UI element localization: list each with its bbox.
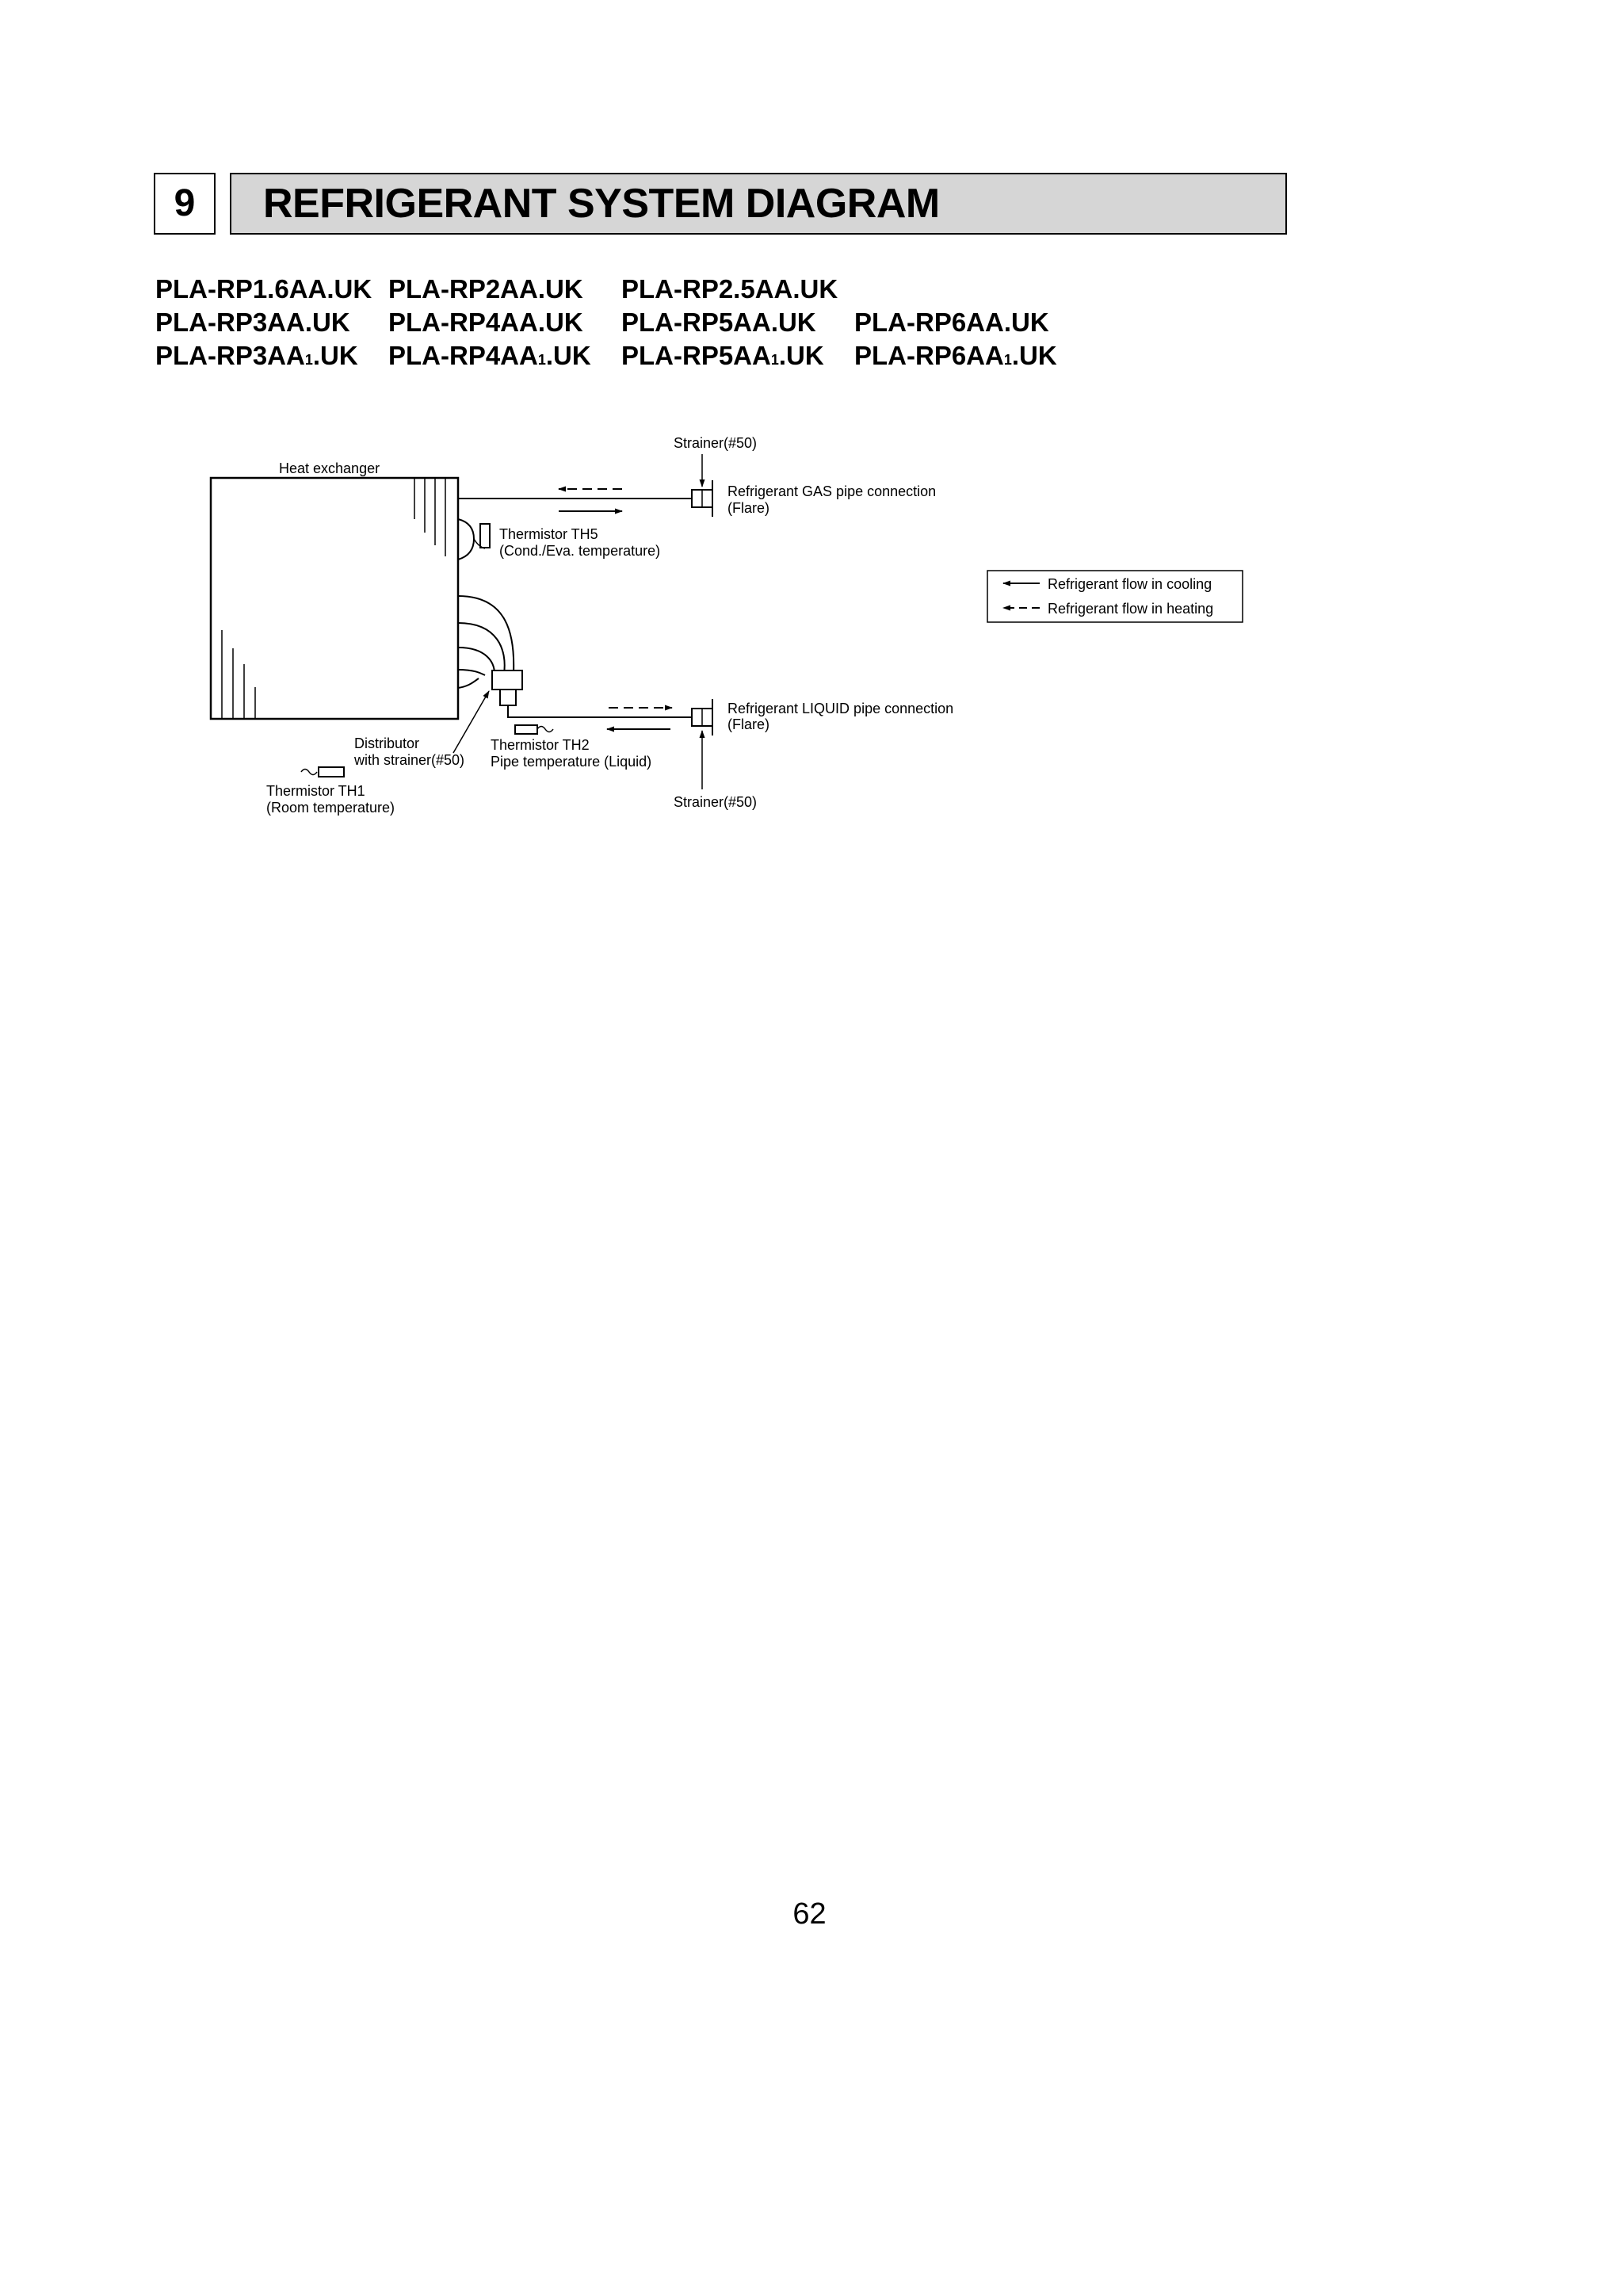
liquid-pipe [508,705,692,717]
liquid-connection-label: Refrigerant LIQUID pipe connection [727,701,954,716]
model-name: PLA-RP6AA1.UK [854,341,1057,370]
model-name: PLA-RP4AA1.UK [388,341,591,370]
section-title: REFRIGERANT SYSTEM DIAGRAM [263,181,940,227]
model-name: PLA-RP5AA1.UK [621,341,824,370]
model-name: PLA-RP4AA.UK [388,308,583,337]
page-number: 62 [792,1897,827,1931]
th2-name-label: Thermistor TH2 [491,737,590,753]
distributor-name-label: Distributor [354,735,420,751]
distributor [492,670,522,705]
model-name: PLA-RP5AA.UK [621,308,816,337]
heat-exchanger-label: Heat exchanger [279,460,380,476]
thermistor-th1 [301,767,344,777]
strainer-top-label: Strainer(#50) [674,435,758,451]
th1-desc-label: (Room temperature) [266,800,395,816]
section-number: 9 [154,173,216,235]
model-name: PLA-RP2AA.UK [388,274,583,304]
model-name: PLA-RP6AA.UK [854,308,1049,337]
liquid-strainer [692,699,712,735]
heat-exchanger [211,478,458,719]
th5-name-label: Thermistor TH5 [499,526,598,542]
liquid-flare-label: (Flare) [727,716,769,732]
thermistor-th5 [458,519,490,560]
gas-connection-label: Refrigerant GAS pipe connection [727,483,937,499]
model-name: PLA-RP3AA.UK [155,308,350,337]
legend-heating-label: Refrigerant flow in heating [1048,601,1214,617]
th5-desc-label: (Cond./Eva. temperature) [499,543,661,559]
model-name: PLA-RP1.6AA.UK [155,274,372,304]
flow-legend [987,571,1243,622]
th2-desc-label: Pipe temperature (Liquid) [491,754,652,770]
model-name: PLA-RP3AA1.UK [155,341,358,370]
distributor-desc-label: with strainer(#50) [354,752,465,768]
gas-flare-label: (Flare) [727,500,769,516]
strainer-bottom-label: Strainer(#50) [674,794,758,810]
model-name: PLA-RP2.5AA.UK [621,274,838,304]
th1-name-label: Thermistor TH1 [266,783,365,799]
legend-cooling-label: Refrigerant flow in cooling [1048,576,1212,592]
thermistor-th2 [515,725,553,734]
